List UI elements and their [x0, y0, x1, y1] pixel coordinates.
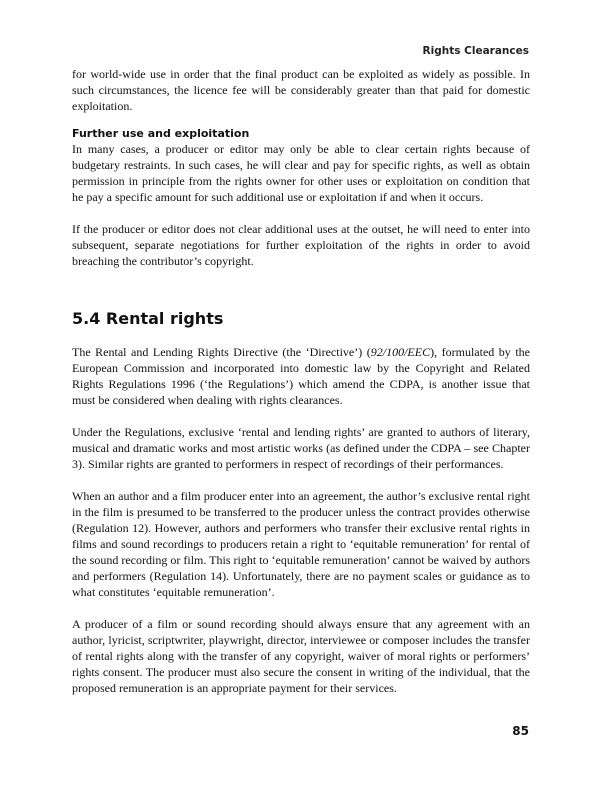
- paragraph-regulations: Under the Regulations, exclusive ‘rental and lending rights’ are granted to authors of literary, musical and dramatic works and most artistic works (as defined under the CDPA – see Chapter 3). Similar rights are granted to performers in respect of recordings of their performances.: [72, 425, 530, 471]
- paragraph-author-film-producer: When an author and a film producer enter into an agreement, the author’s exclusive rental right in the film is presumed to be transferred to the producer unless the contract provides otherwise (Regulation 12). However, authors and performers who transfer their exclusive rental rights in films and sound recordings to producers retain a right to ‘equitable remuneration’ for rental of the sound recording or film. This right to ‘equitable remuneration’ cannot be waived by authors and performers (Regulation 14). Unfortunately, there are no payment scales or guidance as to what constitutes ‘equitable remuneration’.: [72, 489, 530, 599]
- paragraph-budgetary: In many cases, a producer or editor may only be able to clear certain rights because of budgetary restraints. In such cases, he will clear and pay for specific rights, as well as obtain permission in principle from the rights owner for other uses or exploitation on condition that he pay a specific amount for such additional use or exploitation if and when it occurs.: [72, 142, 530, 204]
- directive-text-a: The Rental and Lending Rights Directive (the ‘Directive’) (: [72, 345, 371, 359]
- paragraph-directive: [72, 344, 530, 408]
- running-head: Rights Clearances: [422, 45, 529, 57]
- directive-reference: 92/100/EEC: [370, 345, 431, 359]
- subheading-further-use: Further use and exploitation: [72, 127, 250, 140]
- page-body: [72, 66, 530, 712]
- directive-text-b: ), formulated by the European Commission and incorporated into domestic law by the Copyright and Related Rights Regulations 1996 (‘the Regulations’) which amend the CDPA, is another issue that must be considered when dealing with rights clearances.: [72, 345, 530, 407]
- page-number: 85: [512, 724, 529, 738]
- section-heading-rental-rights: 5.4 Rental rights: [72, 309, 224, 328]
- paragraph-continuation: for world-wide use in order that the final product can be exploited as widely as possible. In such circumstances, the licence fee will be considerably greater than that paid for domestic exploitation.: [72, 67, 530, 113]
- paragraph-producer-agreement: A producer of a film or sound recording should always ensure that any agreement with an author, lyricist, scriptwriter, playwright, director, interviewee or composer includes the transfer of rental rights along with the transfer of any copyright, waiver of moral rights or performers’ rights consent. The producer must also secure the consent in writing of the individual, that the proposed remuneration is an appropriate payment for their services.: [72, 617, 530, 695]
- paragraph-additional-uses: If the producer or editor does not clear additional uses at the outset, he will need to enter into subsequent, separate negotiations for further exploitation of the rights in order to avoid breaching the contributor’s copyright.: [72, 222, 530, 268]
